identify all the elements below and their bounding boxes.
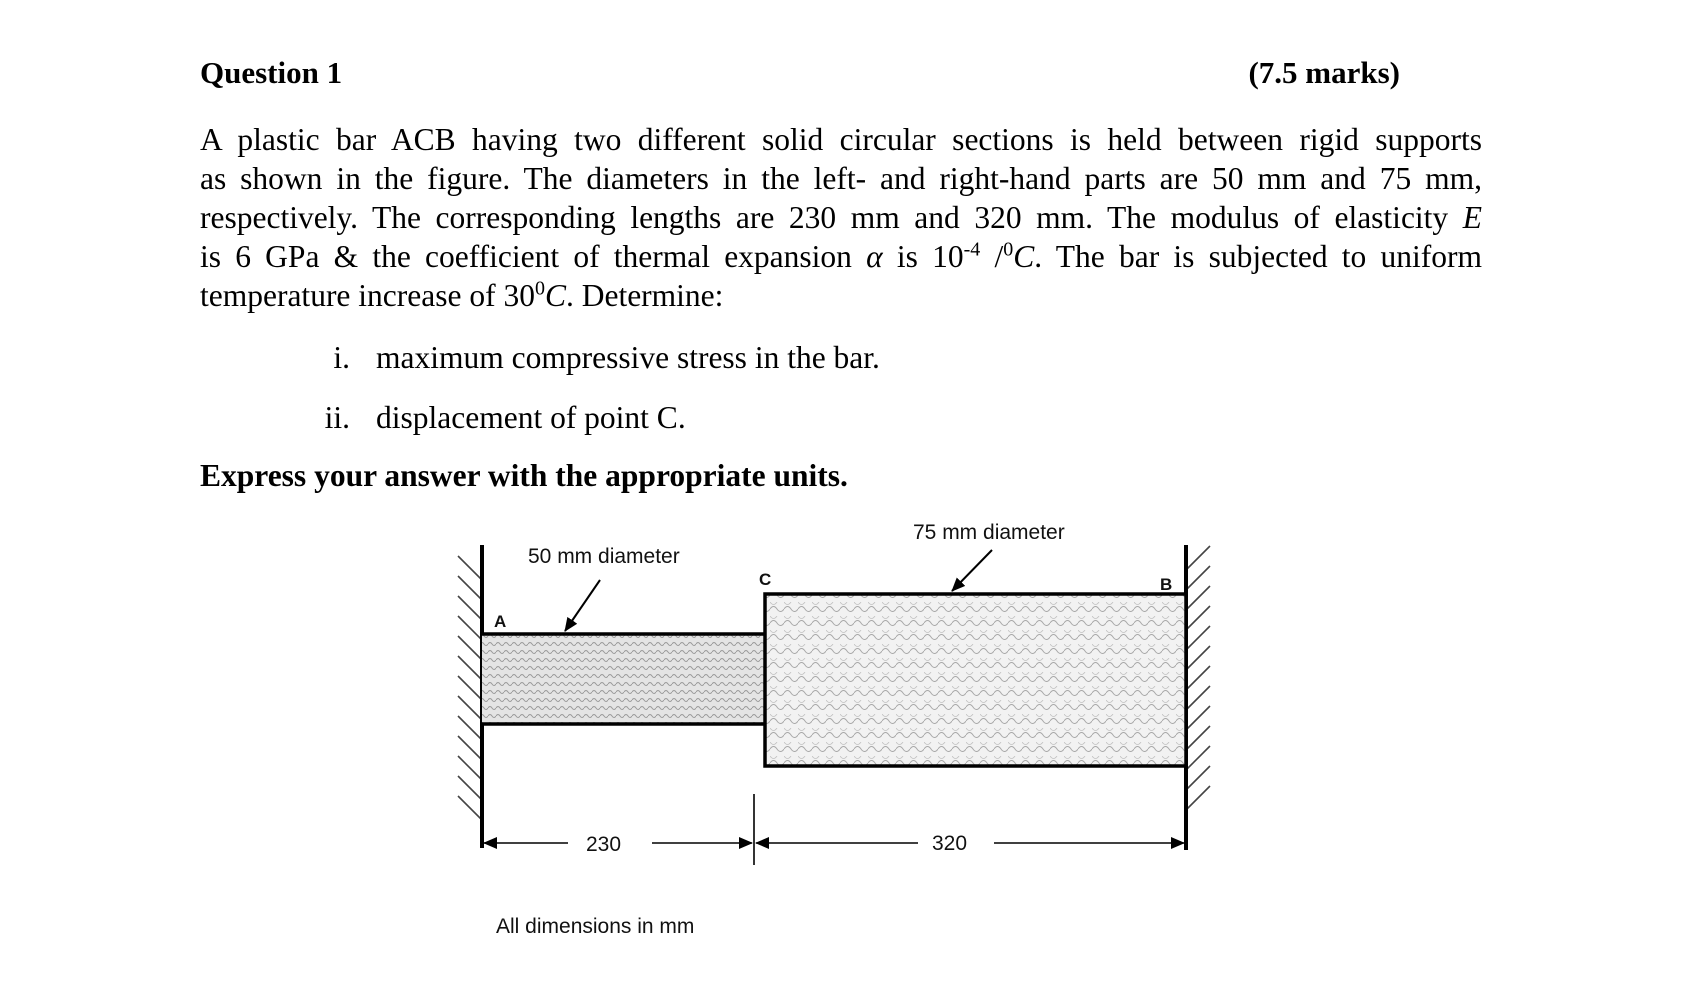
degree-mark: 0 <box>1003 238 1014 261</box>
dimensions-note: All dimensions in mm <box>496 915 695 938</box>
right-diameter-leader <box>952 550 992 591</box>
task-number: i. <box>333 340 350 375</box>
point-a-label: A <box>494 612 507 631</box>
statement-text: temperature increase of 30 <box>200 278 535 313</box>
task-text: maximum compressive stress in the bar. <box>376 340 880 375</box>
statement-line-1: A plastic bar ACB having two different solid circular sections is held between rigid supports <box>200 122 1482 157</box>
statement-text: . Determine: <box>565 278 724 313</box>
task-number: ii. <box>324 400 350 435</box>
statement-text: is 10 <box>882 239 964 274</box>
left-length-label: 230 <box>586 833 622 856</box>
question-title: Question 1 <box>200 55 343 90</box>
right-diameter-label: 75 mm diameter <box>913 521 1065 544</box>
statement-text: is 6 GPa & the coefficient of thermal expansion <box>200 239 867 274</box>
exponent: -4 <box>963 238 981 261</box>
right-bar-section <box>765 594 1186 766</box>
instruction: Express your answer with the appropriate units. <box>200 458 848 493</box>
celsius-unit: C <box>1013 239 1035 274</box>
statement-text: respectively. The corresponding lengths are 230 mm and 320 mm. The modulus of elasticity <box>200 200 1463 235</box>
left-bar-section <box>482 634 765 724</box>
degree-mark: 0 <box>534 277 545 300</box>
task-text: displacement of point C. <box>376 400 686 435</box>
modulus-symbol: E <box>1462 200 1482 235</box>
point-c-label: C <box>759 570 772 589</box>
statement-line-2: as shown in the figure. The diameters in the left- and right-hand parts are 50 mm and 75 mm, <box>200 161 1482 196</box>
left-support-hatching <box>458 556 482 820</box>
right-support-hatching <box>1186 546 1210 810</box>
question-marks: (7.5 marks) <box>1248 55 1400 90</box>
statement-text: / <box>980 239 1004 274</box>
left-diameter-leader <box>565 580 600 631</box>
statement-text: . The bar is subjected to uniform <box>1034 239 1482 274</box>
alpha-symbol: α <box>866 239 883 274</box>
left-diameter-label: 50 mm diameter <box>528 545 680 568</box>
right-length-label: 320 <box>932 832 968 855</box>
celsius-unit: C <box>544 278 566 313</box>
point-b-label: B <box>1160 575 1173 594</box>
